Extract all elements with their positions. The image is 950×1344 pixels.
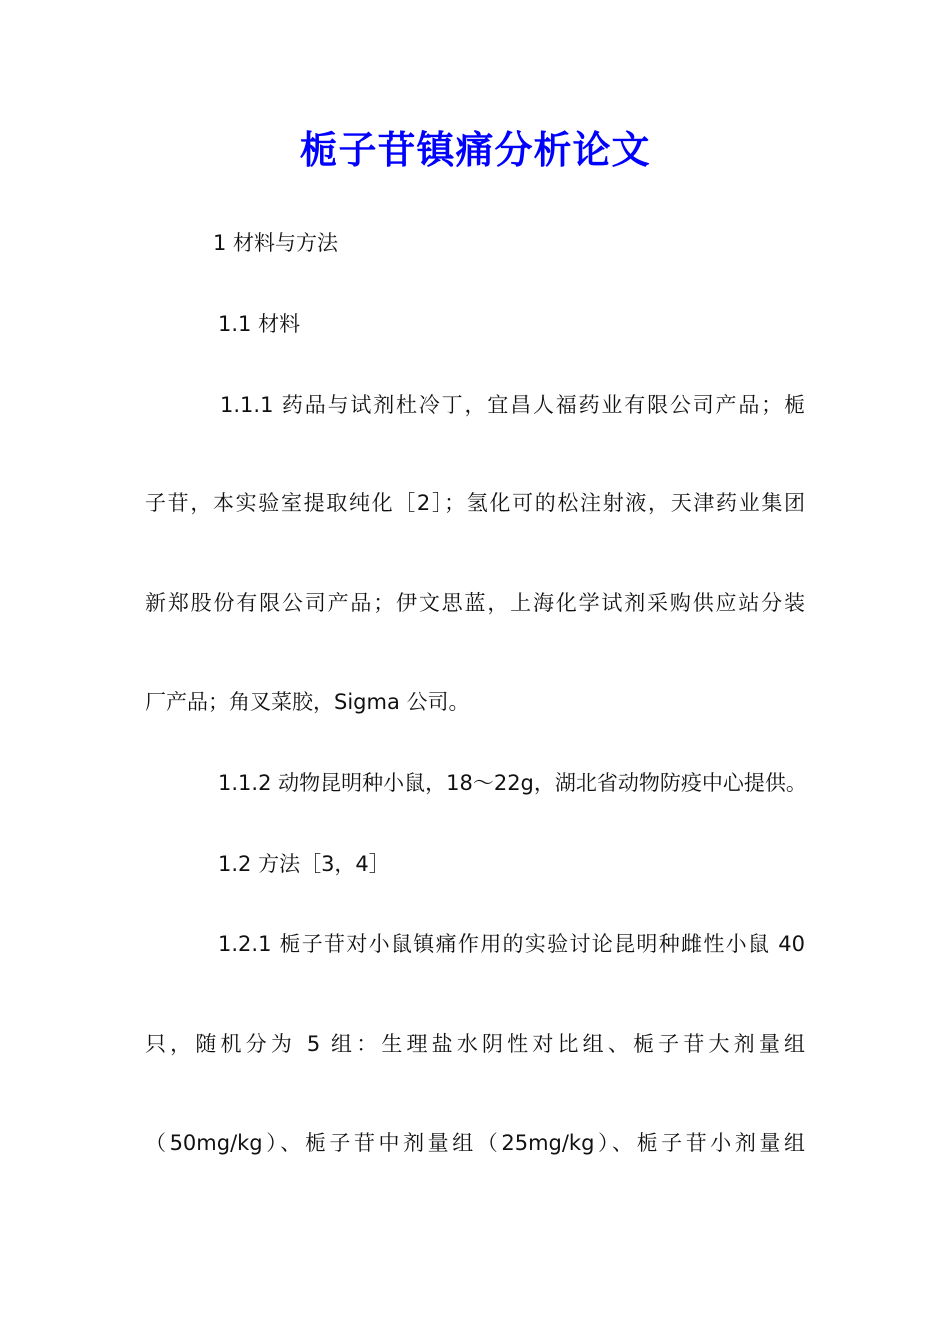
document-title: 栀子苷镇痛分析论文 — [299, 127, 651, 172]
paragraph-1-2-1-line-2: 只，随机分为 5 组：生理盐水阴性对比组、栀子苷大剂量组 — [145, 1032, 805, 1056]
paragraph-1-2-1-line-3: （50mg/kg）、栀子苷中剂量组（25mg/kg）、栀子苷小剂量组 — [145, 1131, 805, 1155]
paragraph-1-1-1-line-1: 1.1.1 药品与试剂杜冷丁，宜昌人福药业有限公司产品；栀 — [220, 393, 805, 417]
paragraph-1-2-1-line-1: 1.2.1 栀子苷对小鼠镇痛作用的实验讨论昆明种雌性小鼠 40 — [218, 932, 805, 956]
paragraph-1-1-2: 1.1.2 动物昆明种小鼠，18～22g，湖北省动物防疫中心提供。 — [218, 771, 807, 795]
heading-1: 1 材料与方法 — [213, 231, 339, 255]
heading-1-1: 1.1 材料 — [218, 312, 301, 336]
paragraph-1-1-1-line-4: 厂产品；角叉菜胶，Sigma 公司。 — [145, 690, 470, 714]
paragraph-1-1-1-line-3: 新郑股份有限公司产品；伊文思蓝，上海化学试剂采购供应站分装 — [145, 591, 805, 615]
paragraph-1-1-1-line-2: 子苷，本实验室提取纯化［2］；氢化可的松注射液，天津药业集团 — [145, 491, 805, 515]
heading-1-2: 1.2 方法［3，4］ — [218, 852, 390, 876]
